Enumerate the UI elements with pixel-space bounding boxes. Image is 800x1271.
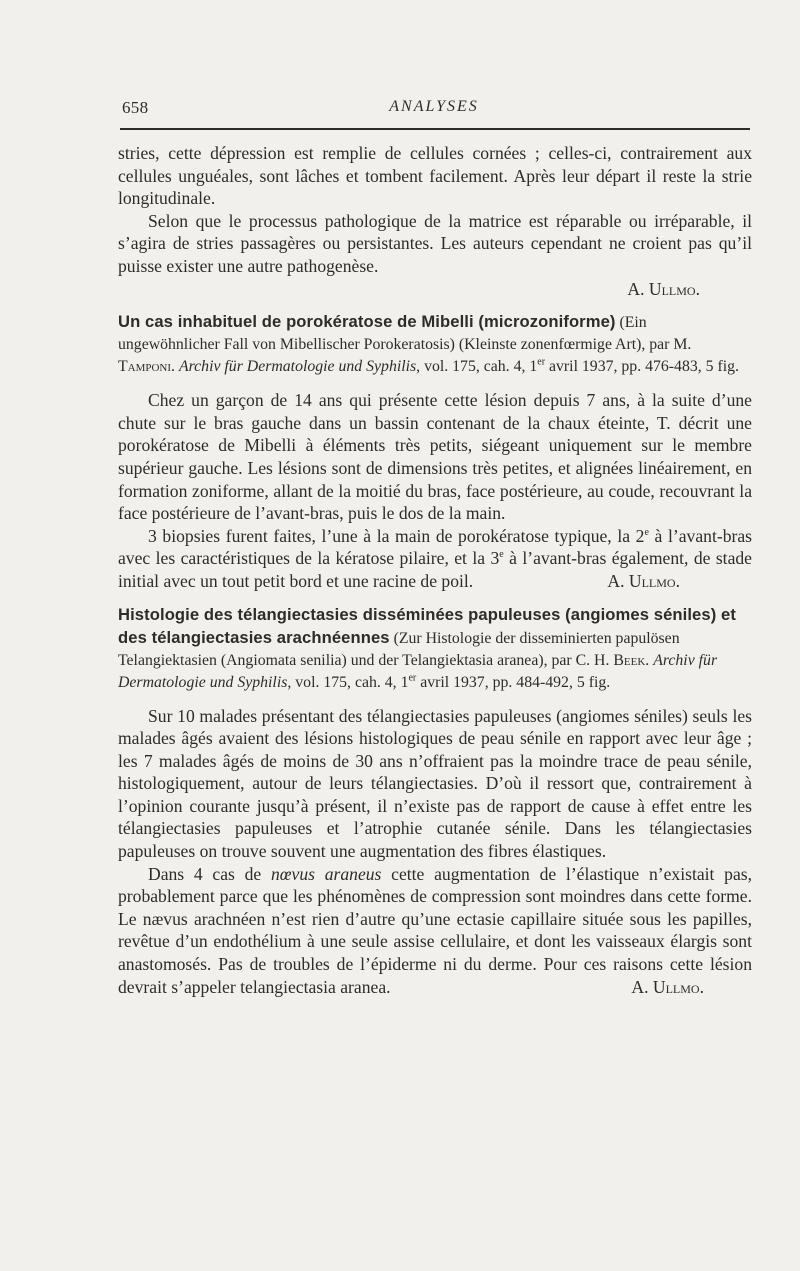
page-number: 658 xyxy=(122,98,149,117)
article-continuation xyxy=(118,142,752,300)
article-paragraph: 3 biopsies furent faites, l’une à la main de porokératose typique, la 2e à l’avant-bras avec les caractéristiques de la kératose pilaire, et la 3e à l’avant-bras également, de stade initial avec un tout petit bord et une racine de poil. A. Ullmo. xyxy=(118,525,753,591)
continuation-paragraph: stries, cette dépression est remplie de cellules cornées ; celles-ci, contrairement aux cellules unguéales, sont lâches et tombent facilement. Après leur départ il reste la strie longitudinale. xyxy=(118,143,752,209)
page-body xyxy=(118,142,752,998)
article-volume: , vol. 175, xyxy=(416,358,480,376)
page-header xyxy=(118,98,750,122)
article-journal: Archiv für Dermatologie und Syphilis xyxy=(118,651,718,691)
article-title: Un cas inhabituel de porokératose de Mibelli (microzoniforme) xyxy=(118,312,616,332)
article-author: Tamponi xyxy=(118,358,172,376)
article-heading: Un cas inhabituel de porokératose de Mibelli (microzoniforme) (Ein ungewöhnlicher Fall von Mibellischer Porokeratosis) (Kleinste zonenfœrmige Art), par M. Tamponi. Archiv für Dermatologie und Syphilis, vol. 175, cah. 4, 1er avril 1937, pp. 476-483, 5 fig. xyxy=(118,312,739,376)
article-title: Histologie des télangiectasies disséminées papuleuses (angiomes séniles) et des télangiectasies arachnéennes xyxy=(118,604,737,647)
article-author: Beek xyxy=(613,651,646,669)
article-volume: , vol. 175, xyxy=(287,673,352,691)
article-telangiectasies xyxy=(118,604,752,999)
article-issue: cah. 4, 1er avril 1937, pp. 484-492, 5 fig. xyxy=(354,672,611,691)
article-paragraph: Dans 4 cas de nœvus araneus cette augmentation de l’élastique n’existait pas, probablement parce que les phénomènes de compression sont moindres dans cette forme. Le nævus arachnéen n’est rien d’autre qu’une ectasie capillaire située sous les papilles, revêtue d’un endothélium à une seule assise cellulaire, et dont les vaisseaux élargis sont anastomosés. Pas de troubles de l’épiderme ni du derme. Pour ces raisons cette lésion devrait s’appeler telangiectasia aranea. A. Ullmo. xyxy=(118,863,753,997)
article-paragraph: Chez un garçon de 14 ans qui présente cette lésion depuis 7 ans, à la suite d’une chute sur le bras gauche dans un bassin contenant de la chaux éteinte, T. décrit une porokératose de Mibelli à éléments très petits, siégeant uniquement sur le membre supérieur gauche. Les lésions sont de dimensions très petites, et alignées linéairement, en formation zoniforme, allant de la moitié du bras, face postérieure, au coude, recouvrant la face postérieure de l’avant-bras, puis le dos de la main. xyxy=(118,390,752,524)
article-signature: A. Ullmo. xyxy=(607,570,680,591)
article-original-title: (Ein ungewöhnlicher Fall von Mibellischer Porokeratosis) (Kleinste zonenfœrmige Art), par M. xyxy=(118,314,692,354)
continuation-paragraph-2: Selon que le processus pathologique de la matrice est réparable ou irréparable, il s’agira de stries passagères ou persistantes. Les auteurs cependant ne croient pas qu’il puisse exister une autre pathogenèse. xyxy=(118,210,752,276)
running-title: ANALYSES xyxy=(389,98,479,115)
article-heading: Histologie des télangiectasies disséminées papuleuses (angiomes séniles) et des télangiectasies arachnéennes (Zur Histologie der disseminierten papulösen Telangiektasien (Angiomata senilia) und der Telangiektasia aranea), par C. H. Beek. Archiv für Dermatologie und Syphilis, vol. 175, cah. 4, 1er avril 1937, pp. 484-492, 5 fig. xyxy=(118,604,737,691)
article-porokeratose xyxy=(118,311,752,592)
article-journal: Archiv für Dermatologie und Syphilis xyxy=(178,358,417,376)
article-signature: A. Ullmo. xyxy=(627,278,700,299)
article-issue: cah. 4, 1er avril 1937, pp. 476-483, 5 fig. xyxy=(483,356,739,376)
article-paragraph: Sur 10 malades présentant des télangiectasies papuleuses (angiomes séniles) seuls les malades âgés avaient des lésions histologiques de peau sénile en rapport avec leur âge ; les 7 malades âgés de moins de 30 ans n’offraient pas la moindre trace de peau sénile, histologiquement, autour de leurs télangiectasies. D’où il ressort que, contrairement à l’opinion courante jusqu’à présent, il n’existe pas de rapport de cause à effet entre les télangiectasies papuleuses et l’atrophie cutanée sénile. Dans les télangiectasies papuleuses on trouve souvent une augmentation des fibres élastiques. xyxy=(118,705,752,862)
article-original-title: (Zur Histologie der disseminierten papulösen Telangiektasien (Angiomata senilia) und der Telangiektasia aranea), par C. H. xyxy=(118,629,680,669)
header-rule xyxy=(120,128,750,130)
article-signature: A. Ullmo. xyxy=(631,976,704,997)
